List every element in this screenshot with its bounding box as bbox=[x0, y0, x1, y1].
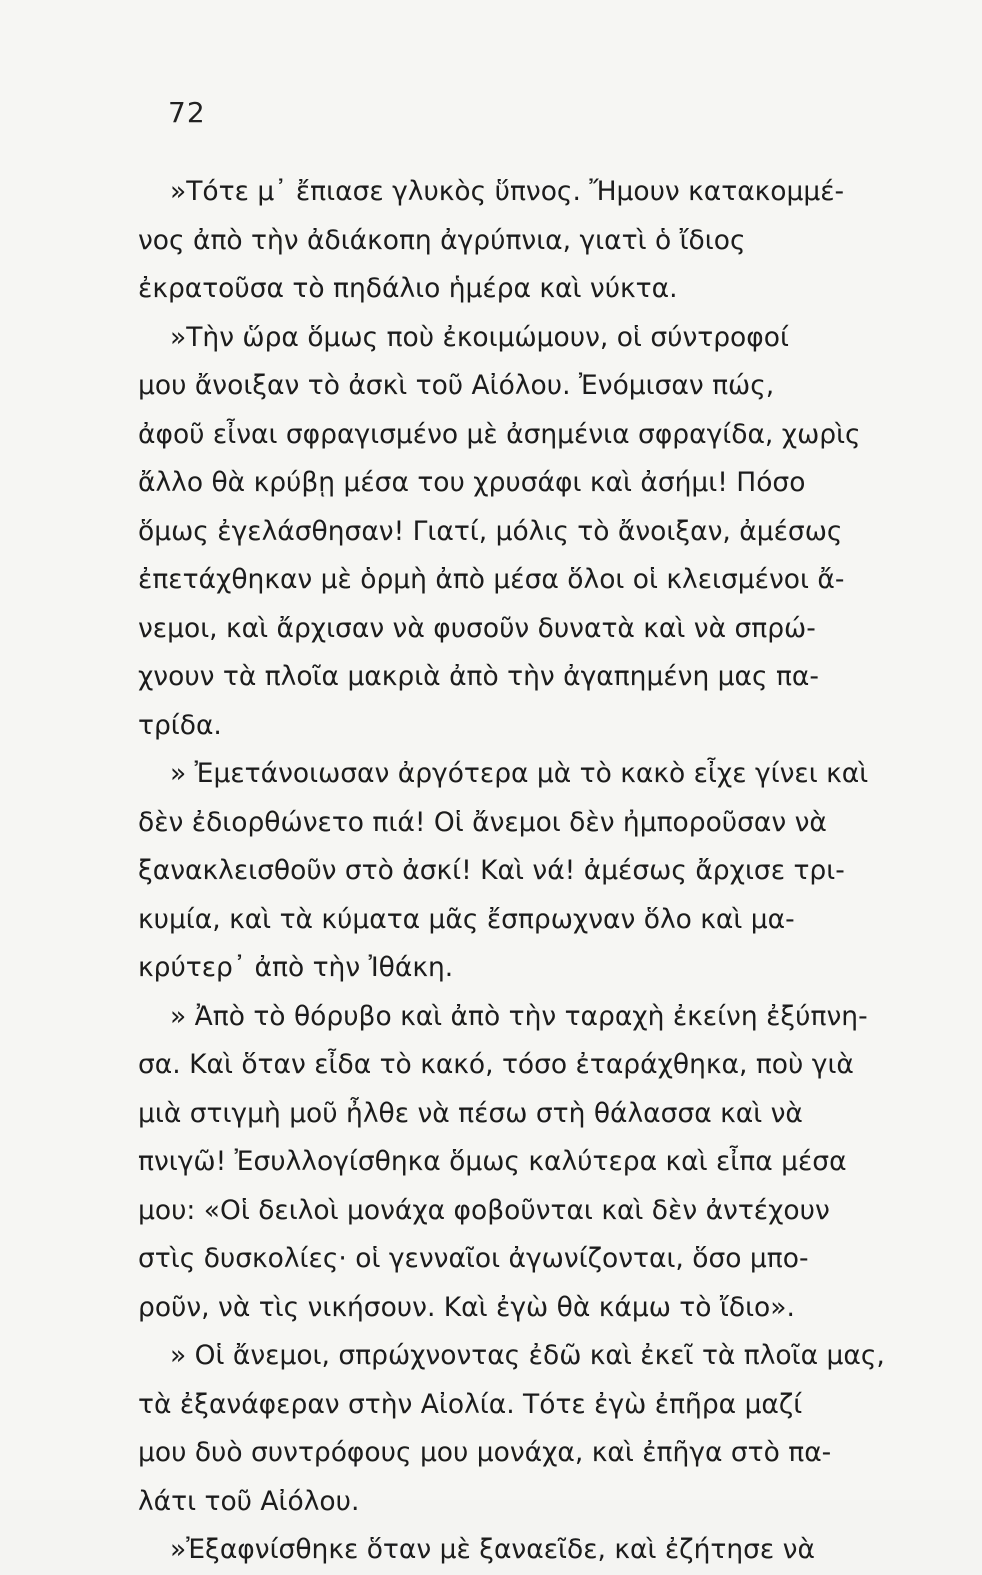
text-line: κρύτερ᾽ ἀπὸ τὴν Ἰθάκη. bbox=[138, 952, 454, 983]
text-line: » Ἀπὸ τὸ θόρυβο καὶ ἀπὸ τὴν ταραχὴ ἐκείνη ἐξύπνη- bbox=[170, 1000, 868, 1032]
text-line: ἀφοῦ εἶναι σφραγισμένο μὲ ἀσημένια σφραγίδα, χωρὶς bbox=[138, 418, 861, 450]
text-line: λάτι τοῦ Αἰόλου. bbox=[138, 1485, 360, 1517]
text-line: δὲν ἐδιορθώνετο πιά! Οἱ ἄνεμοι δὲν ἠμποροῦσαν νὰ bbox=[138, 806, 827, 838]
text-line: »Τότε μ᾽ ἔπιασε γλυκὸς ὕπνος. Ἤμουν κατακομμέ- bbox=[170, 176, 845, 207]
text-line: σα. Καὶ ὅταν εἶδα τὸ κακό, τόσο ἐταράχθηκα, ποὺ γιὰ bbox=[138, 1049, 854, 1080]
page-number: 72 bbox=[168, 96, 206, 129]
text-line: χνουν τὰ πλοῖα μακριὰ ἀπὸ τὴν ἀγαπημένη μας πα- bbox=[138, 661, 819, 692]
text-line: τὰ ἐξανάφεραν στὴν Αἰολία. Τότε ἐγὼ ἐπῆρα μαζί bbox=[138, 1388, 803, 1420]
body-text bbox=[138, 168, 938, 1575]
text-line: μου δυὸ συντρόφους μου μονάχα, καὶ ἐπῆγα στὸ πα- bbox=[138, 1437, 832, 1468]
text-line: » Οἱ ἄνεμοι, σπρώχνοντας ἐδῶ καὶ ἐκεῖ τὰ πλοῖα μας, bbox=[170, 1340, 885, 1371]
text-line: τρίδα. bbox=[138, 709, 222, 741]
text-line: στὶς δυσκολίες· οἱ γενναῖοι ἀγωνίζονται, ὅσο μπο- bbox=[138, 1243, 809, 1274]
text-line: κυμία, καὶ τὰ κύματα μᾶς ἔσπρωχναν ὅλο καὶ μα- bbox=[138, 903, 795, 935]
text-line: » Ἐμετάνοιωσαν ἀργότερα μὰ τὸ κακὸ εἶχε γίνει καὶ bbox=[170, 758, 869, 789]
text-line: ἐπετάχθηκαν μὲ ὁρμὴ ἀπὸ μέσα ὅλοι οἱ κλεισμένοι ἄ- bbox=[138, 564, 845, 595]
text-line: νος ἀπὸ τὴν ἀδιάκοπη ἀγρύπνια, γιατὶ ὁ ἴδιος bbox=[138, 224, 746, 256]
text-line: πνιγῶ! Ἐσυλλογίσθηκα ὅμως καλύτερα καὶ εἶπα μέσα bbox=[138, 1146, 847, 1177]
text-line: μου: «Οἱ δειλοὶ μονάχα φοβοῦνται καὶ δὲν ἀντέχουν bbox=[138, 1194, 830, 1226]
text-line: ροῦν, νὰ τὶς νικήσουν. Καὶ ἐγὼ θὰ κάμω τὸ ἴδιο». bbox=[138, 1291, 795, 1323]
text-line: »Ἐξαφνίσθηκε ὅταν μὲ ξαναεῖδε, καὶ ἐζήτησε νὰ bbox=[170, 1534, 815, 1565]
text-line: »Τὴν ὥρα ὅμως ποὺ ἐκοιμώμουν, οἱ σύντροφοί bbox=[170, 321, 789, 353]
text-line: ὅμως ἐγελάσθησαν! Γιατί, μόλις τὸ ἄνοιξαν, ἀμέσως bbox=[138, 515, 843, 547]
text-line: μου ἄνοιξαν τὸ ἀσκὶ τοῦ Αἰόλου. Ἐνόμισαν πώς, bbox=[138, 370, 775, 401]
text-line: μιὰ στιγμὴ μοῦ ἦλθε νὰ πέσω στὴ θάλασσα καὶ νὰ bbox=[138, 1097, 803, 1129]
text-line: ἄλλο θὰ κρύβῃ μέσα του χρυσάφι καὶ ἀσήμι! Πόσο bbox=[138, 467, 806, 498]
text-line: νεμοι, καὶ ἄρχισαν νὰ φυσοῦν δυνατὰ καὶ νὰ σπρώ- bbox=[138, 612, 816, 644]
text-line: ἐκρατοῦσα τὸ πηδάλιο ἡμέρα καὶ νύκτα. bbox=[138, 273, 678, 304]
text-line: ξανακλεισθοῦν στὸ ἀσκί! Καὶ νά! ἀμέσως ἄρχισε τρι- bbox=[138, 855, 845, 886]
